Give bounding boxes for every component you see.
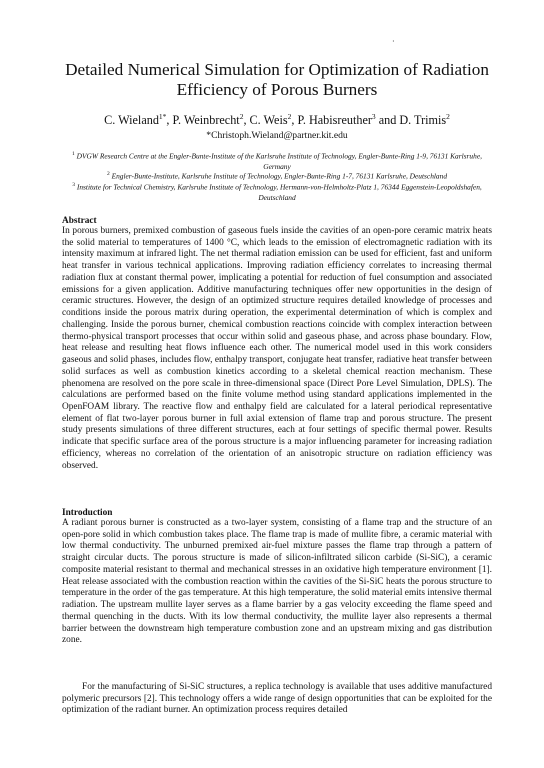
- affiliation: [62, 180, 492, 203]
- author-name: P. Habisreuther: [297, 113, 372, 128]
- abstract-heading: Abstract: [62, 216, 97, 226]
- paper-title: Detailed Numerical Simulation for Optimization of Radiation Efficiency of Porous Burners: [65, 60, 489, 99]
- affiliation-number: 3: [72, 182, 75, 188]
- affiliation-number: 2: [106, 171, 110, 177]
- affiliation-text: Engler-Bunte-Institute, Karlsruhe Institute of Technology, Engler-Bunte-Ring 1-7, 76131 Karlsruhe, Deutschland: [111, 171, 448, 181]
- introduction-heading: Introduction: [62, 508, 113, 518]
- author-affiliation-mark: 2: [287, 112, 292, 121]
- author-list: C. Wieland$^{1*}$, P. Weinbrecht$^2$, C. Weis$^2$, P. Habisreuther$^3$ and D. Trimis$^2$: [104, 112, 450, 128]
- author-affiliation-mark: 3: [371, 112, 376, 121]
- author-affiliation-mark: 2: [446, 112, 450, 121]
- introduction-paragraph: A radiant porous burner is constructed as a two-layer system, consisting of a flame trap and the structure of an open-pore solid in which combustion takes place. The flame trap is made of mullite fibre, a ceramic material with low thermal conductivity. The unburned premixed air-fuel mixture passes the flame trap through a pattern of straight circular ducts. The porous structure is made of silicon-infiltrated silicon carbide (Si-SiC), a ceramic composite material resistant to thermal and mechanical stresses in an oxidative high temperature environment [1]. Heat release associated with the combustion reaction within the cavities of the Si-SiC heats the porous structure to temperature in the order of the gas temperature. At this high temperature, the solid material emits intensive thermal radiation. The upstream mullite layer serves as a flame barrier by a gas velocity exceeding the flame speed and thermal quenching in the ducts. With its low thermal conductivity, the mullite layer also represents a thermal barrier between the downstream high temperature combustion zone and an upstream mixing and gas distribution zone.: [62, 518, 492, 646]
- page-mark: ·: [392, 37, 395, 46]
- abstract-text: In porous burners, premixed combustion of gaseous fuels inside the cavities of an open-pore ceramic matrix heats the solid material to temperatures of 1400 °C, which leads to the emission of electromagnetic radiation with its intensity maximum at infrared light. The net thermal radiation emission can be used for efficient, fast and uniform heat transfer in various technical applications. Improving radiation efficiency correlates to increasing thermal radiation flux at constant thermal power, implicating a potential for reduction of fuel consumption and associated emissions for a given application. Additive manufacturing techniques offer new opportunities in the design of ceramic structures. However, the design of an optimized structure requires detailed knowledge of processes and conditions inside the porous matrix during operation, the experimental determination of which is complex and challenging. Inside the porous burner, chemical combustion reactions coincide with complex interaction between thermo-physical transport processes that occur within solid and gaseous phase, and across phase boundary. Flow, heat release and resulting heat flows influence each other. The numerical model used in this work considers gaseous and solid phases, includes flow, enthalpy transport, conjugate heat transfer, radiative heat transfer between solid surfaces as well as combustion kinetics according to a skeletal chemical reaction mechanism. These phenomena are resolved on the pore scale in three-dimensional space (Direct Pore Level Simulation, DPLS). The calculations are performed based on the finite volume method using standard applications implemented in the OpenFOAM library. The reactive flow and enthalpy field are calculated for a lateral periodical representative element of flat two-layer porous burner in full axial extension of flame trap and porous structure. The present study presents simulations of three different structures, each at four settings of specific thermal power. Results indicate that specific surface area of the porous structure is a major influencing parameter for increasing radiation efficiency, whereas no correlation of the orientation of an anisotropic structure on radiation efficiency was observed.: [62, 226, 492, 471]
- author-name: C. Wieland: [104, 113, 159, 128]
- introduction-paragraph: For the manufacturing of Si-SiC structures, a replica technology is available that uses additive manufactured polymeric precursors [2]. This technology offers a wide range of design opportunities that can be exploited for the optimization of the radiant burner. An optimization process requires detailed: [62, 682, 492, 716]
- affiliation-text: Institute for Technical Chemistry, Karlsruhe Institute of Technology, Hermann-von-Helmholtz-Platz 1, 76344 Eggenstein-Leopoldshafen, Deutschland: [76, 182, 482, 202]
- author-name: P. Weinbrecht: [172, 113, 240, 128]
- author-name: D. Trimis: [399, 113, 447, 128]
- author-affiliation-mark: 2: [239, 112, 244, 121]
- affiliation-number: 1: [72, 151, 75, 157]
- corresponding-email: *Christoph.Wieland@partner.kit.edu: [206, 130, 348, 141]
- author-name: C. Weis: [249, 113, 288, 128]
- author-affiliation-mark: 1*: [158, 112, 167, 121]
- affiliation-text: DVGW Research Centre at the Engler-Bunte-Institute of the Karlsruhe Institute of Technology, Engler-Bunte-Ring 1-9, 76131 Karlsruhe, Germany: [76, 151, 482, 171]
